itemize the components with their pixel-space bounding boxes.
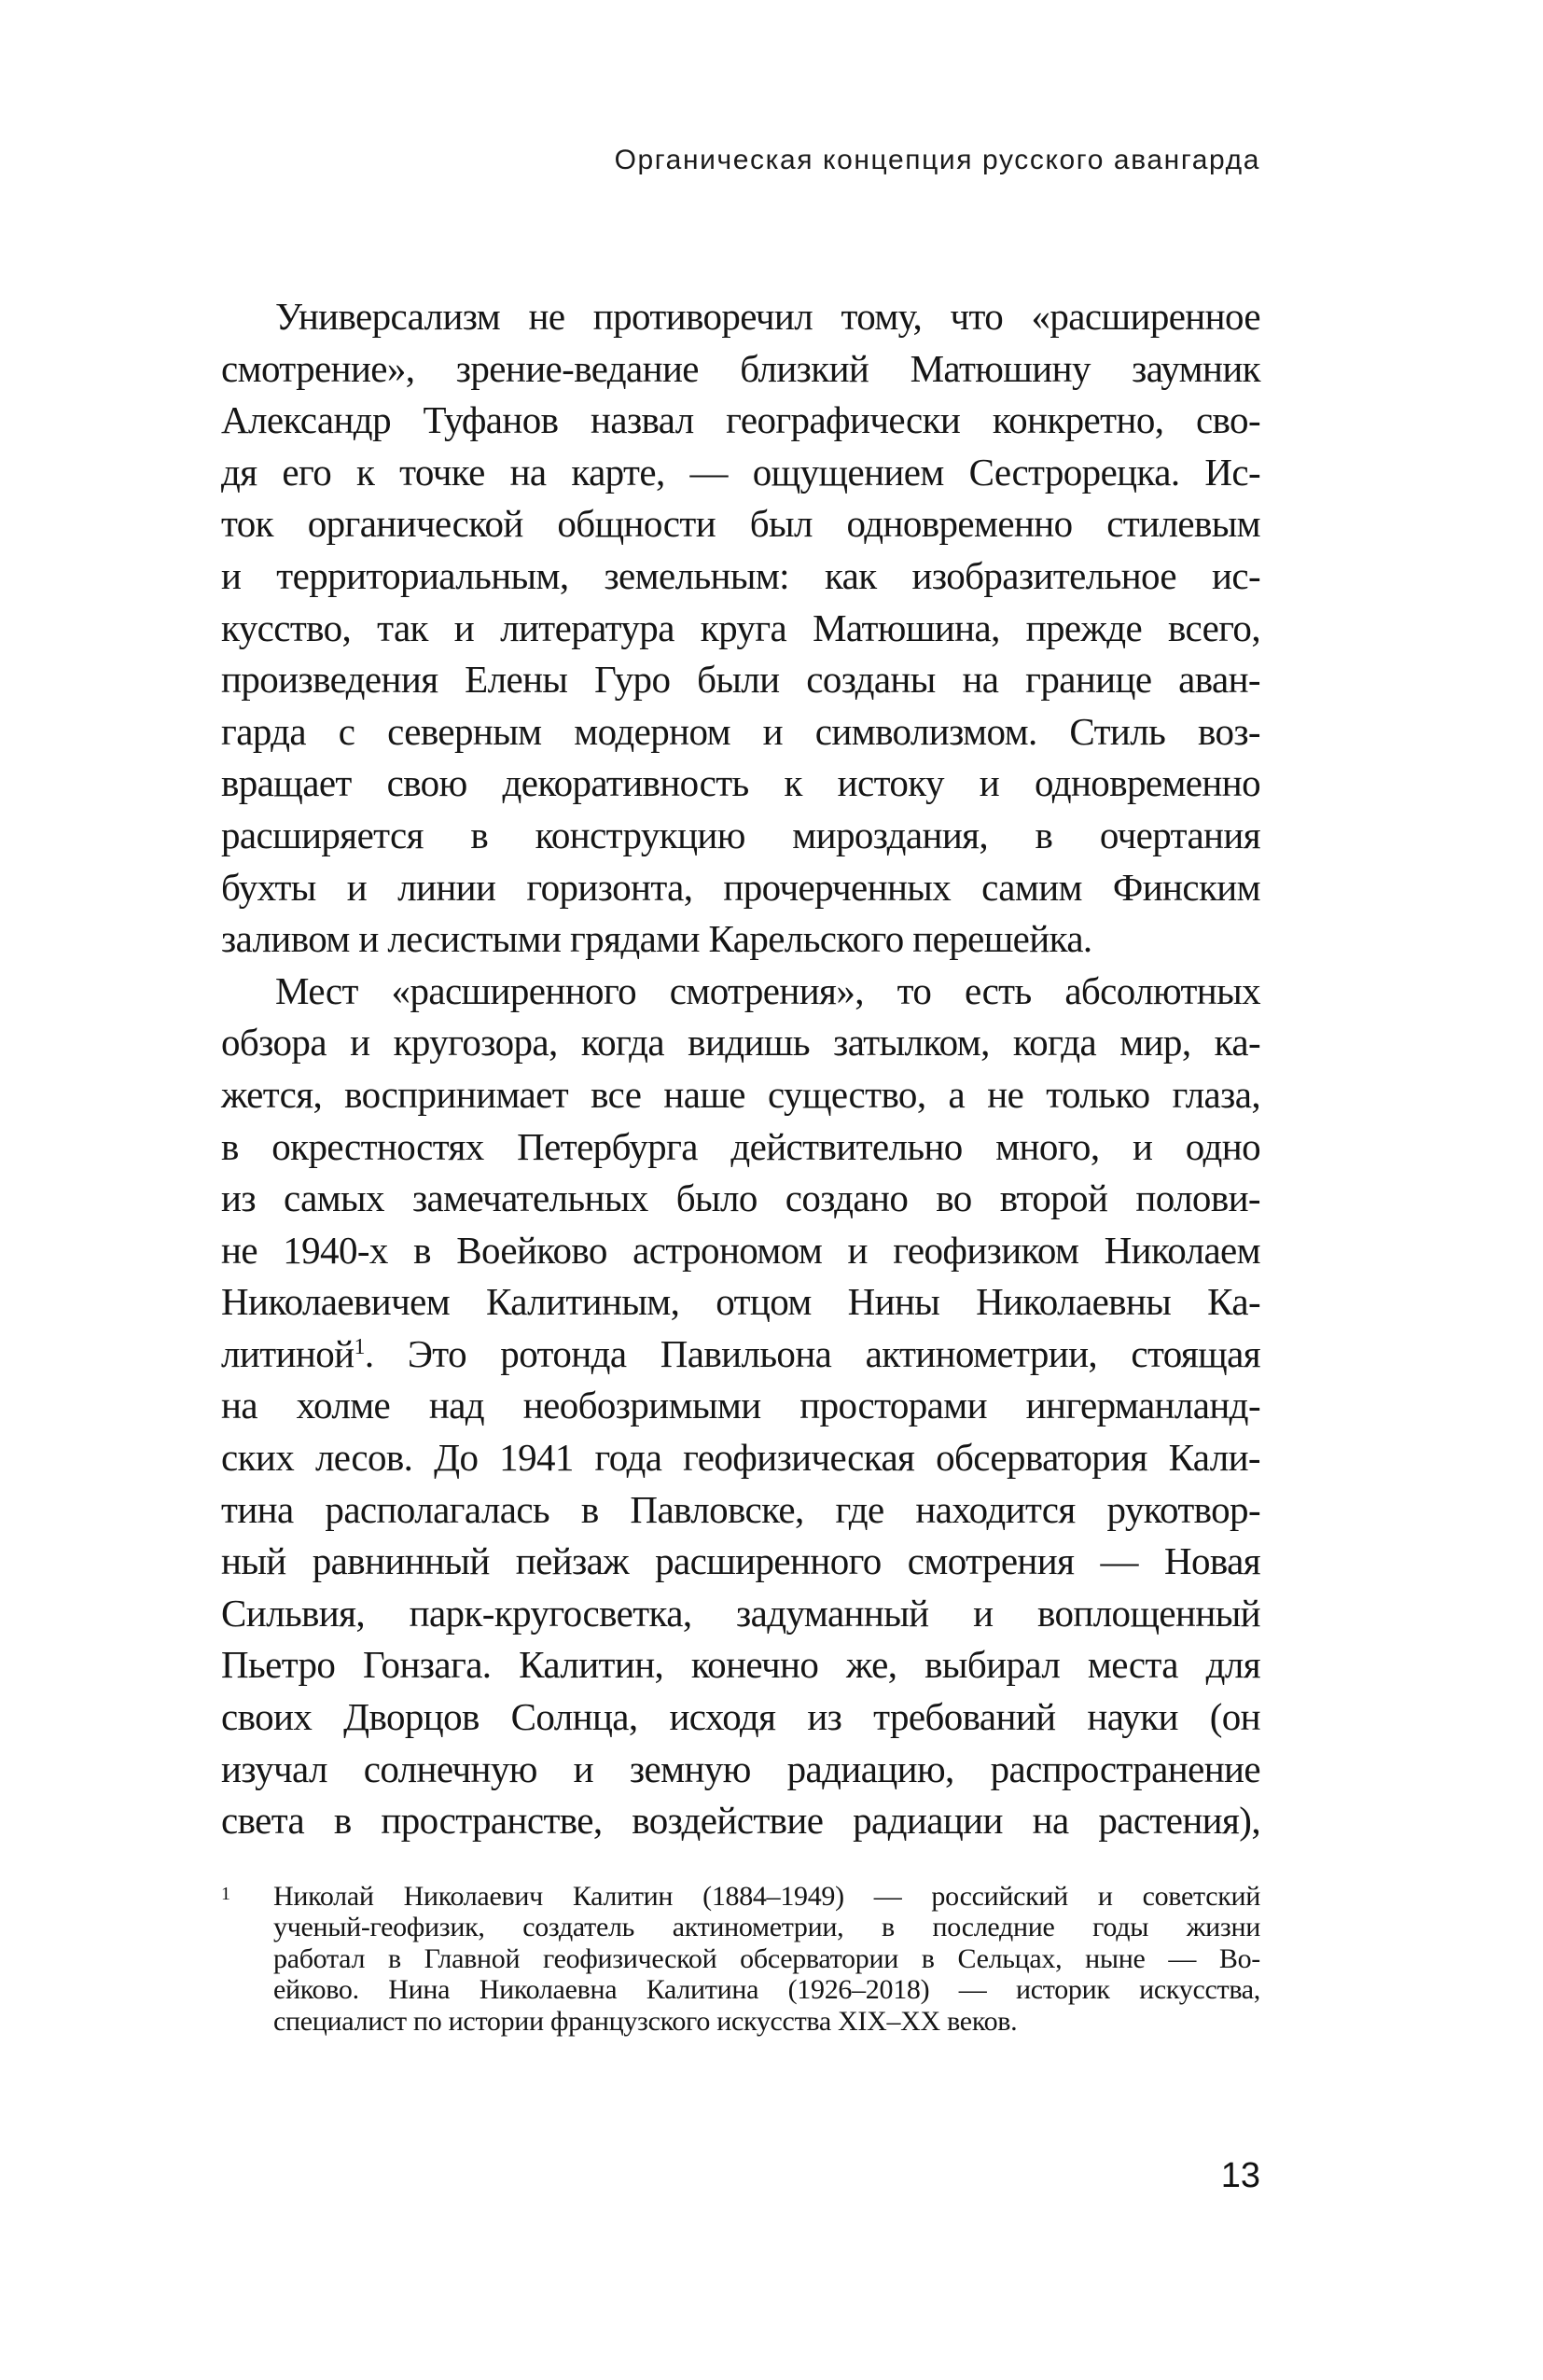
text-line: гарда с северным модерном и символизмом. Стиль воз- [221,709,1260,753]
text-line: изучал солнечную и земную радиацию, распространение [221,1747,1260,1790]
page-number: 13 [1220,2156,1260,2195]
text-line: бухты и линии горизонта, прочерченных самим Финским [221,865,1260,909]
text-line: заливом и лесистыми грядами Карельского перешейка. [221,917,1092,961]
text-line-with-footnote-ref [221,1329,1260,1381]
text-line: Сильвия, парк-кругосветка, задуманный и воплощенный [221,1591,1260,1635]
text-line: ских лесов. До 1941 года геофизическая обсерватория Кали- [221,1436,1260,1480]
text-line: Мест «расширенного смотрения», то есть абсолютных [275,968,1260,1012]
paragraph-1 [221,291,1260,966]
footnote-mark: 1 [221,1884,230,1904]
footnote-reference[interactable]: 1 [354,1334,365,1359]
text-line: ный равнинный пейзаж расширенного смотрения — Новая [221,1539,1260,1583]
footnote-line: работал в Главной геофизической обсерватории в Сельцах, ныне — Во- [273,1942,1260,1974]
text-line: и территориальным, земельным: как изобразительное ис- [221,553,1260,597]
text-line: смотрение», зрение-ведание близкий Матюшину заумник [221,346,1260,390]
text-line: Николаевичем Калитиным, отцом Нины Николаевны Ка- [221,1280,1260,1324]
paragraph-2 [221,966,1260,1847]
footnote-line: Николай Николаевич Калитин (1884–1949) — российский и советский [273,1881,1260,1912]
text-line: света в пространстве, воздействие радиации на растения), [221,1799,1260,1843]
running-head: Органическая концепция русского авангарда [614,145,1260,175]
text-segment: . Это ротонда Павильона актинометрии, стоящая [364,1331,1260,1375]
footnote-line: специалист по истории французского искусства XIX–XX веков. [273,2005,1018,2037]
text-line: произведения Елены Гуро были созданы на границе аван- [221,658,1260,702]
text-line: вращает свою декоративность к истоку и одновременно [221,761,1260,805]
footnote [221,1881,1260,2037]
body-text [221,291,1260,1847]
footnote-body [273,1881,1260,2037]
text-line: Универсализм не противоречил тому, что «расширенное [275,295,1260,338]
text-line: своих Дворцов Солнца, исходя из требований науки (он [221,1695,1260,1739]
text-line: в окрестностях Петербурга действительно много, и одно [221,1124,1260,1168]
text-line: дя его к точке на карте, — ощущением Сестрорецка. Ис- [221,450,1260,494]
text-line: тина располагалась в Павловске, где находится рукотвор- [221,1487,1260,1531]
footnote-line: ученый-геофизик, создатель актинометрии, в последние годы жизни [273,1912,1260,1943]
text-line: жется, воспринимает все наше существо, а не только глаза, [221,1072,1260,1116]
text-line: Александр Туфанов назвал географически конкретно, сво- [221,398,1260,442]
text-line: ток органической общности был одновременно стилевым [221,502,1260,546]
text-line: Пьетро Гонзага. Калитин, конечно же, выбирал места для [221,1643,1260,1687]
text-line: кусство, так и литература круга Матюшина, прежде всего, [221,605,1260,649]
text-line: расширяется в конструкцию мироздания, в очертания [221,813,1260,856]
footnote-line: ейково. Нина Николаевна Калитина (1926–2018) — историк искусства, [273,1974,1260,2006]
text-line: обзора и кругозора, когда видишь затылком, когда мир, ка- [221,1021,1260,1065]
text-line: не 1940-х в Воейково астрономом и геофизиком Николаем [221,1228,1260,1272]
text-segment: литиной [221,1331,354,1375]
text-line: из самых замечательных было создано во второй полови- [221,1176,1260,1220]
text-line: на холме над необозримыми просторами ингерманланд- [221,1384,1260,1427]
